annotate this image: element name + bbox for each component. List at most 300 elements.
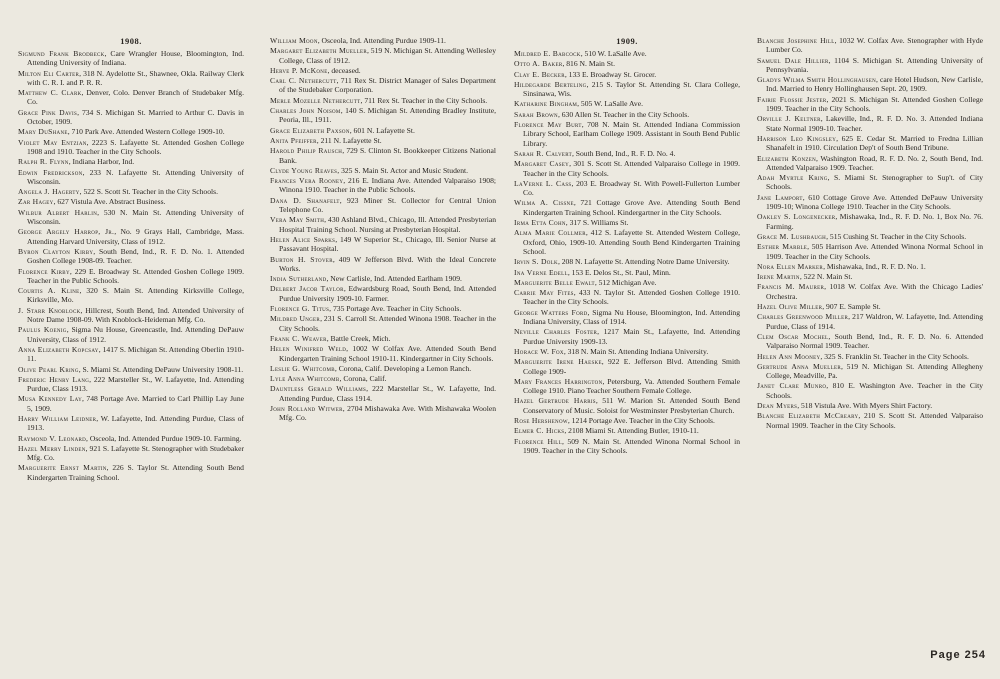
- class-year-heading: 1908.: [120, 36, 142, 46]
- alumni-name: Clem Oscar Mochel: [757, 331, 829, 341]
- alumni-details: , 2223 S. Lafayette St. Attended Goshen College 1908 and 1910. Teacher in the City Schools.: [27, 137, 244, 156]
- alumni-name: Fairie Flossie Jester: [757, 94, 827, 104]
- alumni-name: Grace Elizabeth Paxson: [270, 125, 350, 135]
- alumni-name: Oakley S. Longenecker: [757, 212, 836, 222]
- alumni-name: Mary Frances Harrington: [514, 376, 603, 386]
- alumni-entry: [757, 173, 983, 192]
- alumni-details: , 317 S. Williams St.: [565, 218, 629, 228]
- alumni-name: Vera May Smith: [270, 215, 325, 225]
- alumni-entry: [270, 384, 496, 403]
- alumni-details: , 921 S. Lafayette St. Stenographer with Studebaker Mfg. Co.: [27, 443, 244, 463]
- alumni-details: , 519 N. Michigan St. Attending Wellesley College, Class of 1912.: [279, 46, 497, 65]
- alumni-entry: [18, 286, 244, 305]
- alumni-name: Grace Pink Davis: [18, 107, 78, 117]
- alumni-entry: [514, 179, 740, 198]
- alumni-name: Florence G. Titus: [270, 304, 330, 314]
- alumni-name: Musa Kennedy Lay: [18, 394, 82, 404]
- alumni-details: , 1417 S. Michigan St. Attending Oberlin 1910-11.: [27, 344, 244, 364]
- alumni-details: , 530 N. Main St. Attending University of Wisconsin.: [27, 207, 244, 227]
- alumni-details: , Corona, Calif.: [339, 374, 387, 384]
- alumni-details: , 325 S. Main St. Actor and Music Student.: [337, 165, 469, 175]
- alumni-details: , 216 E. Indiana Ave. Attended Valparaiso 1908; Winona 1910. Teacher in the Public Schools.: [279, 176, 497, 195]
- alumni-entry: [514, 416, 740, 425]
- alumni-entry: [757, 401, 983, 410]
- alumni-entry: [514, 396, 740, 415]
- alumni-entry: [270, 136, 496, 145]
- alumni-name: Blanche Elizabeth McCreary: [757, 411, 859, 421]
- alumni-name: Mildred E. Babcock: [514, 49, 581, 58]
- alumni-entry: [514, 377, 740, 396]
- alumni-details: , 1214 Portage Ave. Teacher in the City Schools.: [567, 415, 715, 425]
- alumni-details: , 711 Rex St. Teacher in the City Schools.: [360, 95, 488, 105]
- alumni-entry: [757, 95, 983, 114]
- alumni-name: Wilma A. Cissne: [514, 198, 574, 208]
- alumni-name: Irvin S. Dolk: [514, 257, 558, 267]
- alumni-details: , 515 Cushing St. Teacher in the City Schools.: [826, 231, 967, 241]
- alumni-entry: [18, 375, 244, 394]
- alumni-details: , 519 N. Michigan St. Attending Allegheny College, Meadville, Pa.: [766, 361, 983, 381]
- alumni-details: , Edwardsburg Road, South Bend, Ind. Attended Purdue University 1909-10. Farmer.: [279, 284, 496, 303]
- alumni-entry: [514, 159, 740, 178]
- alumni-entry: [757, 75, 983, 94]
- alumni-entry: [514, 308, 740, 327]
- alumni-entry: [18, 187, 244, 196]
- column-2: [270, 36, 496, 424]
- alumni-details: , S. Miami St. Attending DePauw University 1908-11.: [78, 364, 244, 374]
- alumni-details: , Care Wrangler House, Bloomington, Ind. Attending University of Indiana.: [27, 49, 244, 68]
- alumni-entry: [18, 168, 244, 187]
- alumni-details: , 627 Vistula Ave. Abstract Business.: [53, 197, 166, 207]
- alumni-name: Mary DuShane: [18, 127, 68, 137]
- alumni-details: , 505 W. LaSalle Ave.: [577, 99, 643, 109]
- alumni-entry: [514, 49, 740, 58]
- alumni-name: Neville Charles Foster: [514, 327, 598, 337]
- alumni-details: , 409 W Jefferson Blvd. With the Ideal Concrete Works.: [279, 254, 496, 273]
- alumni-name: Gertrude Anna Mueller: [757, 361, 841, 371]
- page-number: Page 254: [930, 649, 986, 661]
- alumni-name: Francis M. Maurer: [757, 282, 825, 292]
- alumni-details: , Washington Road, R. F. D. No. 2, South Bend, Ind. Attended Valparaiso 1909. Teacher.: [766, 153, 983, 172]
- alumni-name: Mildred Unger: [270, 314, 321, 324]
- alumni-details: , 625 E. Cedar St. Married to Fredna Lillian Shanafelt in 1910. Circulation Dep't of South Bend Tribune.: [766, 133, 984, 153]
- alumni-name: Edwin Fredrickson: [18, 167, 83, 177]
- alumni-name: Clyde Young Reaves: [270, 165, 338, 175]
- alumni-details: , W. Lafayette, Ind. Attending Purdue, Class of 1913.: [27, 413, 244, 433]
- alumni-entry: [18, 463, 244, 482]
- alumni-name: Carl C. Nethercutt: [270, 76, 337, 86]
- alumni-entry: [270, 314, 496, 333]
- alumni-details: , 430 Ashland Blvd., Chicago, Ill. Attended Presbyterian Hospital Training School. Nursing at Presbyterian Hospital.: [279, 215, 497, 234]
- alumni-entry: [270, 344, 496, 363]
- alumni-entry: [757, 272, 983, 281]
- alumni-name: India Sutherland: [270, 274, 327, 284]
- alumni-name: Carrie May Fites: [514, 288, 574, 298]
- alumni-details: , South Bend, Ind., R. F. D. No. 1. Attended Goshen College 1908-09. Teacher.: [27, 246, 244, 266]
- alumni-details: , 511 W. Marion St. Attended South Bend Conservatory of Music. Soloist for Westminster Presbyterian Church.: [523, 396, 740, 415]
- alumni-entry: [757, 232, 983, 241]
- alumni-details: , deceased.: [327, 65, 361, 75]
- alumni-name: Jane Lamport: [757, 192, 803, 202]
- alumni-entry: [18, 69, 244, 88]
- alumni-name: Sarah R. Calvert: [514, 148, 572, 158]
- alumni-details: , 215 S. Taylor St. Attending St. Clara College, Sinsinawa, Wis.: [523, 79, 740, 99]
- alumni-entry: [18, 394, 244, 413]
- entry-list: [18, 49, 244, 482]
- alumni-name: Burton H. Stover: [270, 254, 333, 264]
- alumni-name: William Moon: [270, 36, 318, 45]
- alumni-details: , 222 Marsteller St., W. Lafayette, Ind. Attending Purdue, Class 1913.: [27, 374, 244, 394]
- alumni-details: , 509 N. Main St. Attended Winona Normal School in 1909. Teacher in the City Schools.: [523, 436, 740, 455]
- alumni-name: Violet May Entzian: [18, 137, 87, 147]
- alumni-name: LaVerne L. Cass: [514, 178, 572, 188]
- alumni-entry: [18, 227, 244, 246]
- alumni-entry: [18, 108, 244, 127]
- alumni-name: Dean Myers: [757, 400, 798, 410]
- alumni-details: , 1002 W Colfax Ave. Attended South Bend Kindergarten Training School 1910-11. Kindergartner in City Schools.: [279, 344, 497, 363]
- alumni-entry: [270, 334, 496, 343]
- alumni-details: , 922 E. Jefferson Blvd. Attending Smith College 1909-: [523, 357, 740, 376]
- alumni-entry: [270, 374, 496, 383]
- alumni-name: Leslie G. Whitcomb: [270, 363, 335, 373]
- alumni-entry: [514, 347, 740, 356]
- alumni-entry: [757, 332, 983, 351]
- alumni-entry: [270, 196, 496, 215]
- alumni-details: , 512 Michigan Ave.: [594, 277, 657, 287]
- alumni-name: Marguerite Belle Ewalt: [514, 277, 595, 287]
- alumni-name: Blanche Josephine Hill: [757, 36, 835, 45]
- alumni-details: , 211 N. Lafayette St.: [316, 135, 382, 145]
- alumni-details: , 505 Harrison Ave. Attended Winona Normal School in 1909. Teacher in the City Schools.: [766, 242, 983, 261]
- alumni-details: , 1018 W. Colfax Ave. With the Chicago Ladies' Orchestra.: [766, 282, 983, 301]
- alumni-entry: [18, 414, 244, 433]
- alumni-entry: [18, 138, 244, 157]
- alumni-entry: [18, 88, 244, 107]
- alumni-details: , 217 Waldron, W. Lafayette, Ind. Attending Purdue, Class of 1914.: [766, 312, 983, 331]
- alumni-details: , 735 Portage Ave. Teacher in City Schools.: [329, 304, 462, 314]
- alumni-details: , 729 S. Clinton St. Bookkeeper Citizens National Bank.: [279, 146, 497, 165]
- alumni-details: , Petersburg, Va. Attended Southern Female College 1910. Piano Teacher Southern Female College.: [523, 376, 740, 396]
- alumni-details: , 734 S. Michigan St. Married to Arthur C. Davis in October, 1909.: [27, 107, 244, 127]
- alumni-details: , New Carlisle, Ind. Attended Earlham 1909.: [326, 274, 462, 284]
- alumni-details: , 2704 Mishawaka Ave. With Mishawaka Woolen Mfg. Co.: [279, 403, 496, 423]
- alumni-name: Byron Clayton Kirby: [18, 246, 94, 256]
- alumni-name: J. Starr Knoblock: [18, 305, 81, 315]
- alumni-name: Herve P. McKone: [270, 65, 328, 75]
- alumni-details: , 708 N. Main St. Attended Indiana Commission Library School, Earlham College 1909. Assistant in South Bend Public Library.: [523, 120, 740, 148]
- alumni-entry: [514, 268, 740, 277]
- alumni-name: Marguerite Irene Haeske: [514, 357, 602, 367]
- alumni-entry: [270, 255, 496, 274]
- alumni-entry: [270, 215, 496, 234]
- alumni-name: Rose Hershenow: [514, 415, 568, 425]
- alumni-details: , 233 N. Lafayette St. Attending University of Wisconsin.: [27, 167, 244, 186]
- alumni-name: Milton Eli Carter: [18, 68, 80, 78]
- alumni-entry: [270, 274, 496, 283]
- alumni-details: , Osceola, Ind. Attended Purdue 1909-10. Farming.: [86, 433, 242, 443]
- alumni-details: , 907 E. Sample St.: [822, 302, 881, 312]
- alumni-entry: [18, 247, 244, 266]
- alumni-details: , 226 S. Taylor St. Attending South Bend Kindergarten Training School.: [27, 463, 244, 482]
- alumni-entry: [18, 434, 244, 443]
- alumni-name: Hildegarde Berteling: [514, 79, 587, 89]
- alumni-name: Alma Marie Collmer: [514, 228, 586, 238]
- alumni-details: , 325 S. Franklin St. Teacher in the City Schools.: [820, 351, 969, 361]
- alumni-entry: [18, 306, 244, 325]
- alumni-name: Hazel Merry Linden: [18, 443, 86, 453]
- alumni-name: Merle Mozelle Nethercutt: [270, 95, 361, 105]
- alumni-details: , 510 W. LaSalle Ave.: [580, 49, 647, 58]
- alumni-name: John Rolland Witwer: [270, 403, 343, 413]
- alumni-entry: [757, 362, 983, 381]
- alumni-details: , care Hotel Hudson, New Carlisle, Ind. Married to Henry Hollinghausen Sept. 20, 1909.: [766, 75, 983, 94]
- alumni-name: Ina Verne Edell: [514, 267, 568, 277]
- alumni-details: , No. 9 Grays Hall, Cambridge, Mass. Attending Harvard University, Class of 1912.: [27, 227, 244, 246]
- alumni-name: Janet Clare Munro: [757, 381, 827, 391]
- alumni-details: , Indiana Harbor, Ind.: [68, 157, 135, 167]
- alumni-entry: [757, 262, 983, 271]
- alumni-name: Courtis A. Kline: [18, 286, 80, 296]
- alumni-name: Elizabeth Konzen: [757, 153, 816, 163]
- alumni-entry: [757, 114, 983, 133]
- alumni-name: Wilbur Albert Harlin: [18, 207, 98, 217]
- column-1: [18, 36, 244, 483]
- alumni-details: , 133 E. Broadway St. Grocer.: [564, 69, 657, 79]
- alumni-name: Anna Elizabeth Kopcsay: [18, 344, 99, 354]
- alumni-details: , 149 W Superior St., Chicago, Ill. Senior Nurse at Passavant Hospital.: [279, 234, 496, 254]
- class-year-heading: 1909.: [616, 36, 638, 46]
- alumni-entry: [514, 357, 740, 376]
- alumni-entry: [18, 127, 244, 136]
- alumni-name: Nora Ellen Marker: [757, 261, 824, 271]
- alumni-name: Gladys Wilma Smith Hollinghausen: [757, 75, 877, 85]
- alumni-details: , 301 S. Scott St. Attended Valparaiso College in 1909. Teacher in the City Schools.: [523, 159, 741, 178]
- alumni-details: , 318 N. Main St. Attending Indiana University.: [563, 346, 709, 356]
- alumni-name: Frank C. Weaver: [270, 333, 327, 343]
- alumni-details: , 222 Marstellar St., W. Lafayette, Ind. Attending Purdue, Class 1914.: [279, 384, 496, 403]
- alumni-name: Clay E. Becker: [514, 69, 565, 79]
- alumni-name: Margaret Casey: [514, 159, 570, 169]
- alumni-entry: [514, 426, 740, 435]
- alumni-entry: [270, 166, 496, 175]
- alumni-entry: [757, 302, 983, 311]
- alumni-name: Frederic Henry Lang: [18, 374, 90, 384]
- alumni-name: Raymond V. Leonard: [18, 433, 87, 443]
- alumni-entry: [270, 66, 496, 75]
- alumni-details: , 210 S. Scott St. Attended Valparaiso Normal 1909. Teacher in the City Schools.: [766, 411, 983, 430]
- alumni-entry: [757, 36, 983, 55]
- alumni-details: , 231 S. Carroll St. Attended Winona 1908. Teacher in the City Schools.: [279, 314, 496, 333]
- alumni-details: , Denver, Colo. Denver Branch of Studebaker Mfg. Co.: [27, 88, 244, 107]
- alumni-entry: [757, 381, 983, 400]
- alumni-name: Grace M. Lushbaugh: [757, 231, 827, 241]
- alumni-entry: [270, 146, 496, 165]
- alumni-details: , Battle Creek, Mich.: [326, 333, 391, 343]
- alumni-entry: [514, 70, 740, 79]
- alumni-entry: [18, 197, 244, 206]
- alumni-name: Irma Etta Cohn: [514, 218, 566, 228]
- alumni-details: , Corona, Calif. Developing a Lemon Ranch.: [334, 363, 472, 373]
- alumni-details: , 433 N. Taylor St. Attended Goshen College 1910. Teacher in the City Schools.: [523, 288, 740, 307]
- alumni-name: Orville J. Keltner: [757, 114, 821, 124]
- alumni-details: , 601 N. Lafayette St.: [349, 125, 415, 135]
- alumni-details: , 153 E. Delos St., St. Paul, Minn.: [567, 267, 671, 277]
- alumni-entry: [270, 176, 496, 195]
- alumni-name: Helen Ann Mooney: [757, 351, 821, 361]
- alumni-details: , 710 Park Ave. Attended Western College 1909-10.: [67, 127, 225, 137]
- alumni-entry: [514, 327, 740, 346]
- alumni-entry: [270, 404, 496, 423]
- alumni-details: , 630 Allen St. Teacher in the City Schools.: [557, 109, 690, 119]
- alumni-details: , 1217 Main St., Lafayette, Ind. Attending Purdue University 1909-13.: [523, 327, 740, 346]
- alumni-name: Harold Philip Rausch: [270, 146, 343, 156]
- alumni-details: , 208 N. Lafayette St. Attending Notre Dame University.: [557, 257, 730, 267]
- alumni-details: , Mishawaka, Ind., R. F. D. No. 1.: [823, 261, 926, 271]
- alumni-name: Irene Martin: [757, 272, 800, 282]
- entry-list: [270, 36, 496, 423]
- alumni-entry: [18, 208, 244, 227]
- alumni-name: Helen Winifred Weld: [270, 344, 347, 354]
- alumni-name: Florence Kirby: [18, 266, 70, 276]
- alumni-name: Olive Pearl Kring: [18, 364, 79, 374]
- alumni-details: , 2021 S. Michigan St. Attended Goshen College 1909. Teacher in the City Schools.: [766, 94, 983, 114]
- alumni-name: Elmer C. Hicks: [514, 426, 565, 436]
- alumni-details: , 522 S. Scott St. Teacher in the City Schools.: [79, 187, 218, 197]
- alumni-name: Charles John Noisom: [270, 106, 341, 116]
- alumni-details: , 320 S. Main St. Attending Kirksville College, Kirksville, Mo.: [27, 286, 244, 305]
- column-4: [757, 36, 983, 431]
- alumni-details: , 1104 S. Michigan St. Attending University of Pennsylvania.: [766, 55, 983, 74]
- alumni-entry: [270, 36, 496, 45]
- alumni-entry: [18, 267, 244, 286]
- alumni-name: Sigmund Frank Brodbeck: [18, 49, 105, 58]
- entry-list: [757, 36, 983, 430]
- alumni-name: Ralph R. Flynn: [18, 157, 69, 167]
- alumni-details: , South Bend, Ind., R. F. D. No. 4.: [571, 148, 676, 158]
- alumni-details: , 810 E. Washington Ave. Teacher in the City Schools.: [766, 381, 983, 400]
- alumni-name: Adah Myrtle Kring: [757, 173, 828, 183]
- alumni-details: , 721 Cottage Grove Ave. Attending South Bend Kindergarten Training School. Kindergartner in the City Schools.: [523, 198, 740, 217]
- alumni-entry: [514, 110, 740, 119]
- alumni-entry: [514, 288, 740, 307]
- alumni-entry: [514, 120, 740, 148]
- alumni-entry: [514, 149, 740, 158]
- alumni-entry: [757, 242, 983, 261]
- alumni-entry: [757, 411, 983, 430]
- alumni-name: Harry William Leidner: [18, 413, 97, 423]
- alumni-entry: [270, 364, 496, 373]
- alumni-entry: [757, 282, 983, 301]
- alumni-entry: [757, 154, 983, 173]
- alumni-entry: [270, 76, 496, 95]
- alumni-entry: [757, 312, 983, 331]
- alumni-entry: [18, 365, 244, 374]
- column-3: [514, 36, 740, 456]
- alumni-entry: [270, 235, 496, 254]
- alumni-name: Dauntless Gerald Williams: [270, 384, 367, 394]
- alumni-name: Samuel Dale Hillier: [757, 55, 829, 65]
- alumni-details: , 140 S. Michigan St. Attending Bradley Institute, Peoria, Ill., 1911.: [279, 106, 496, 125]
- alumni-details: , 203 E. Broadway St. With Powell-Fullerton Lumber Co.: [523, 178, 741, 198]
- alumni-name: Florence May Burt: [514, 120, 582, 130]
- alumni-name: Margaret Elizabeth Mueller: [270, 46, 367, 56]
- alumni-details: , 748 Portage Ave. Married to Carl Phillip Lay June 5, 1909.: [27, 394, 244, 413]
- alumni-entry: [18, 157, 244, 166]
- alumni-name: Dana D. Shanafelt: [270, 195, 340, 205]
- alumni-entry: [757, 134, 983, 153]
- alumni-entry: [514, 59, 740, 68]
- alumni-details: , Sigma Nu House, Greencastle, Ind. Attending DePauw University, Class of 1912.: [27, 325, 244, 344]
- alumni-details: , 518 Vistula Ave. With Myers Shirt Factory.: [797, 400, 933, 410]
- alumni-name: Harrison Leo Kingsley: [757, 133, 837, 143]
- alumni-details: , S. Miami St. Stenographer to Sup't. of City Schools.: [766, 173, 984, 192]
- alumni-entry: [18, 345, 244, 364]
- alumni-name: Esther Marble: [757, 242, 808, 252]
- alumni-name: Helen Alice Sparks: [270, 234, 336, 244]
- alumni-details: , South Bend, Ind., R. F. D. No. 6. Attended Valparaiso Normal 1909. Teacher.: [766, 331, 983, 351]
- alumni-details: , Hillcrest, South Bend, Ind. Attended University of Notre Dame 1908-09. With Knoblock-Heideman Mfg. Co.: [27, 305, 244, 325]
- alumni-entry: [270, 46, 496, 65]
- alumni-entry: [514, 278, 740, 287]
- alumni-details: , 711 Rex St. District Manager of Sales Department of the Studebaker Corporation.: [279, 76, 496, 95]
- alumni-entry: [18, 444, 244, 463]
- alumni-name: Katharine Bingham: [514, 99, 578, 109]
- alumni-entry: [270, 96, 496, 105]
- alumni-name: George Watters Ford: [514, 307, 588, 317]
- alumni-details: , Mishawaka, Ind., R. F. D. No. 1, Box No. 76. Farming.: [766, 212, 983, 231]
- alumni-details: , 610 Cottage Grove Ave. Attended DePauw University 1909-10; Winona College 1910. Teacher in the City Schools.: [766, 192, 984, 212]
- alumni-details: , Sigma Nu House, Bloomington, Ind. Attending Indiana University, Class of 1914.: [523, 307, 741, 327]
- alumni-entry: [514, 80, 740, 99]
- alumni-name: George Argely Harrop, Jr.: [18, 227, 115, 237]
- alumni-details: , 923 Miner St. Collector for Central Union Telephone Co.: [279, 195, 496, 215]
- alumni-name: Anita Pfeiffer: [270, 135, 317, 145]
- alumni-name: Paulus Koenig: [18, 325, 67, 335]
- alumni-details: , 1032 W. Colfax Ave. Stenographer with Hyde Lumber Co.: [766, 36, 983, 55]
- alumni-name: Lyle Anna Whitcomb: [270, 374, 340, 384]
- alumni-entry: [514, 228, 740, 256]
- alumni-details: , 816 N. Main St.: [562, 59, 615, 69]
- alumni-entry: [270, 106, 496, 125]
- alumni-entry: [757, 212, 983, 231]
- alumni-entry: [514, 198, 740, 217]
- alumni-name: Frances Vera Rooney: [270, 176, 344, 186]
- alumni-entry: [18, 49, 244, 68]
- alumni-name: Charles Greenwood Miller: [757, 312, 849, 322]
- alumni-entry: [270, 126, 496, 135]
- alumni-name: Hazel Olive Miller: [757, 302, 823, 312]
- entry-list: [514, 49, 740, 455]
- alumni-name: Sarah Brown: [514, 109, 558, 119]
- alumni-name: Matthew C. Clark: [18, 88, 82, 98]
- alumni-name: Angela J. Hagerty: [18, 187, 80, 197]
- alumni-entry: [270, 284, 496, 303]
- alumni-entry: [514, 218, 740, 227]
- alumni-name: Delbert Jacob Taylor: [270, 284, 344, 294]
- alumni-entry: [514, 257, 740, 266]
- alumni-details: , Osceola, Ind. Attending Purdue 1909-11.: [317, 36, 446, 45]
- alumni-entry: [514, 99, 740, 108]
- alumni-details: , 412 S. Lafayette St. Attended Western College, Oxford, Ohio, 1909-10. Attending South Bend Kindergarten Training School.: [523, 228, 741, 256]
- alumni-name: Florence Hill: [514, 436, 562, 446]
- alumni-details: , 522 N. Main St.: [799, 272, 853, 282]
- alumni-details: , 229 E. Broadway St. Attended Goshen College 1909. Teacher in the Public Schools.: [27, 266, 244, 285]
- alumni-details: , Lakeville, Ind., R. F. D. No. 3. Attended Indiana State Normal 1909-10. Teacher.: [766, 114, 983, 133]
- alumni-details: , 318 N. Aydelotte St., Shawnee, Okla. Railway Clerk with C. R. I. and P. R. R.: [27, 68, 244, 87]
- alumni-entry: [514, 437, 740, 456]
- alumni-entry: [270, 304, 496, 313]
- alumni-entry: [757, 352, 983, 361]
- alumni-name: Zar Hagey: [18, 197, 54, 207]
